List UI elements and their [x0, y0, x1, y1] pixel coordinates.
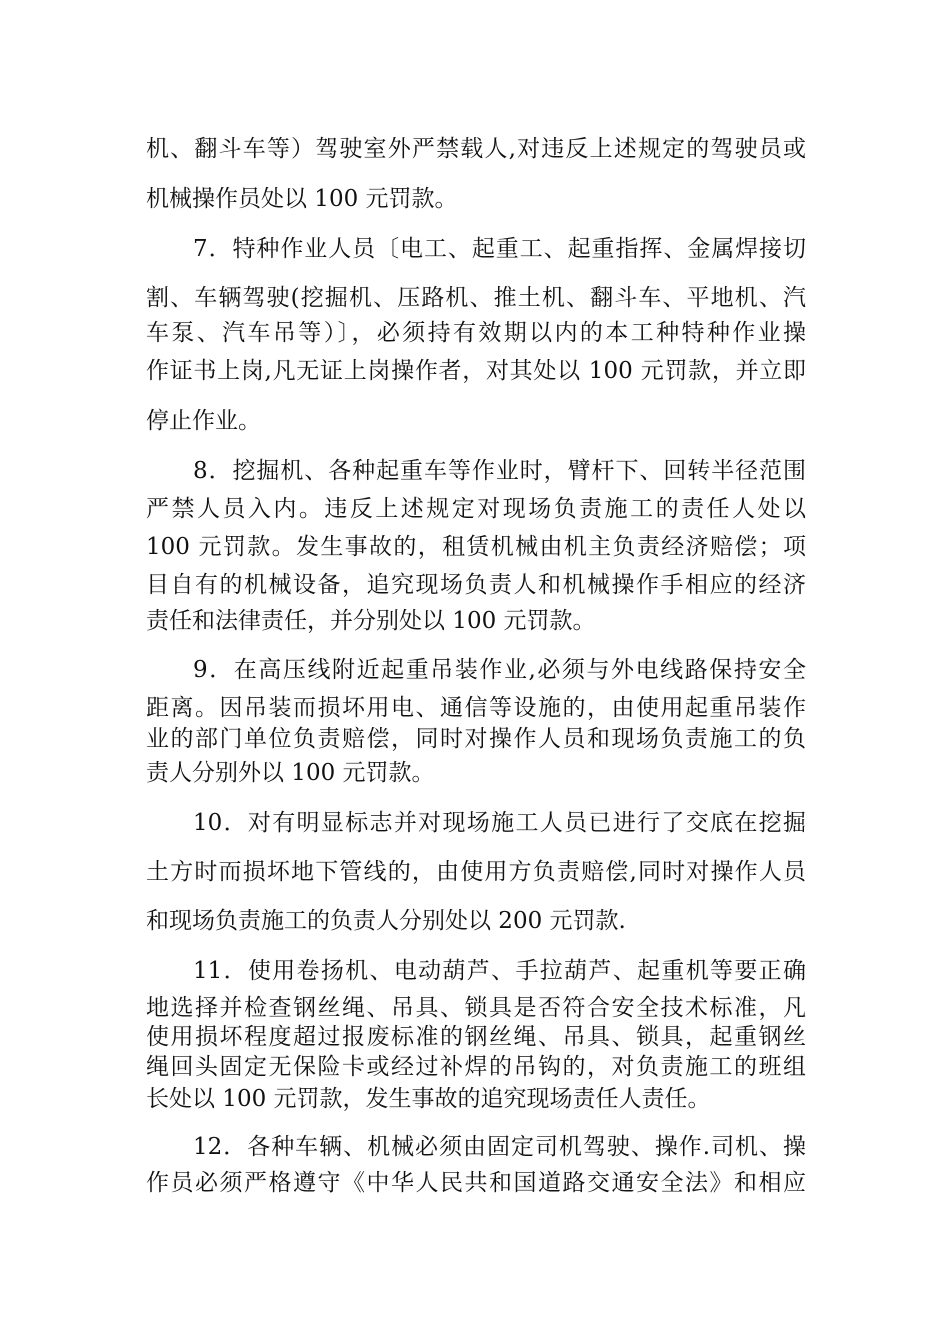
text-line: 责人分别外以 100 元罚款。	[146, 760, 435, 786]
text-line: 作员必须严格遵守《中华人民共和国道路交通安全法》和相应	[146, 1170, 806, 1196]
text-line: 100 元罚款。发生事故的，租赁机械由机主负责经济赔偿；项	[146, 534, 806, 560]
text-line: 使用损坏程度超过报废标准的钢丝绳、吊具、锁具，起重钢丝	[146, 1024, 806, 1050]
paragraph-7-first-line: 7．特种作业人员〔电工、起重工、起重指挥、金属焊接切	[193, 236, 806, 262]
paragraph-12-first-line: 12．各种车辆、机械必须由固定司机驾驶、操作.司机、操	[193, 1134, 806, 1160]
text-line: 严禁人员入内。违反上述规定对现场负责施工的责任人处以	[146, 496, 806, 522]
text-line: 割、车辆驾驶(挖掘机、压路机、推土机、翻斗车、平地机、汽	[146, 285, 806, 311]
text-line: 长处以 100 元罚款，发生事故的追究现场责任人责任。	[146, 1086, 711, 1112]
text-line: 和现场负责施工的负责人分别处以 200 元罚款.	[146, 908, 626, 934]
text-line: 机、翻斗车等）驾驶室外严禁载人,对违反上述规定的驾驶员或	[146, 136, 806, 162]
text-line: 机械操作员处以 100 元罚款。	[146, 186, 458, 212]
text-line: 作证书上岗,凡无证上岗操作者，对其处以 100 元罚款，并立即	[146, 358, 806, 384]
paragraph-8-first-line: 8．挖掘机、各种起重车等作业时，臂杆下、回转半径范围	[193, 458, 806, 484]
text-line: 土方时而损坏地下管线的，由使用方负责赔偿,同时对操作人员	[146, 859, 806, 885]
text-line: 目自有的机械设备，追究现场负责人和机械操作手相应的经济	[146, 572, 806, 598]
paragraph-11-first-line: 11．使用卷扬机、电动葫芦、手拉葫芦、起重机等要正确	[193, 958, 806, 984]
paragraph-10-first-line: 10．对有明显标志并对现场施工人员已进行了交底在挖掘	[193, 810, 806, 836]
text-line: 业的部门单位负责赔偿，同时对操作人员和现场负责施工的负	[146, 726, 806, 752]
text-line: 地选择并检查钢丝绳、吊具、锁具是否符合安全技术标准，凡	[146, 995, 806, 1021]
text-line: 车泵、汽车吊等）〕，必须持有效期以内的本工种特种作业操	[146, 320, 806, 346]
text-line: 责任和法律责任，并分别处以 100 元罚款。	[146, 608, 596, 634]
paragraph-9-first-line: 9．在高压线附近起重吊装作业,必须与外电线路保持安全	[193, 657, 806, 683]
text-line: 距离。因吊装而损坏用电、通信等设施的，由使用起重吊装作	[146, 695, 806, 721]
text-line: 绳回头固定无保险卡或经过补焊的吊钩的，对负责施工的班组	[146, 1054, 806, 1080]
text-line: 停止作业。	[146, 408, 261, 434]
